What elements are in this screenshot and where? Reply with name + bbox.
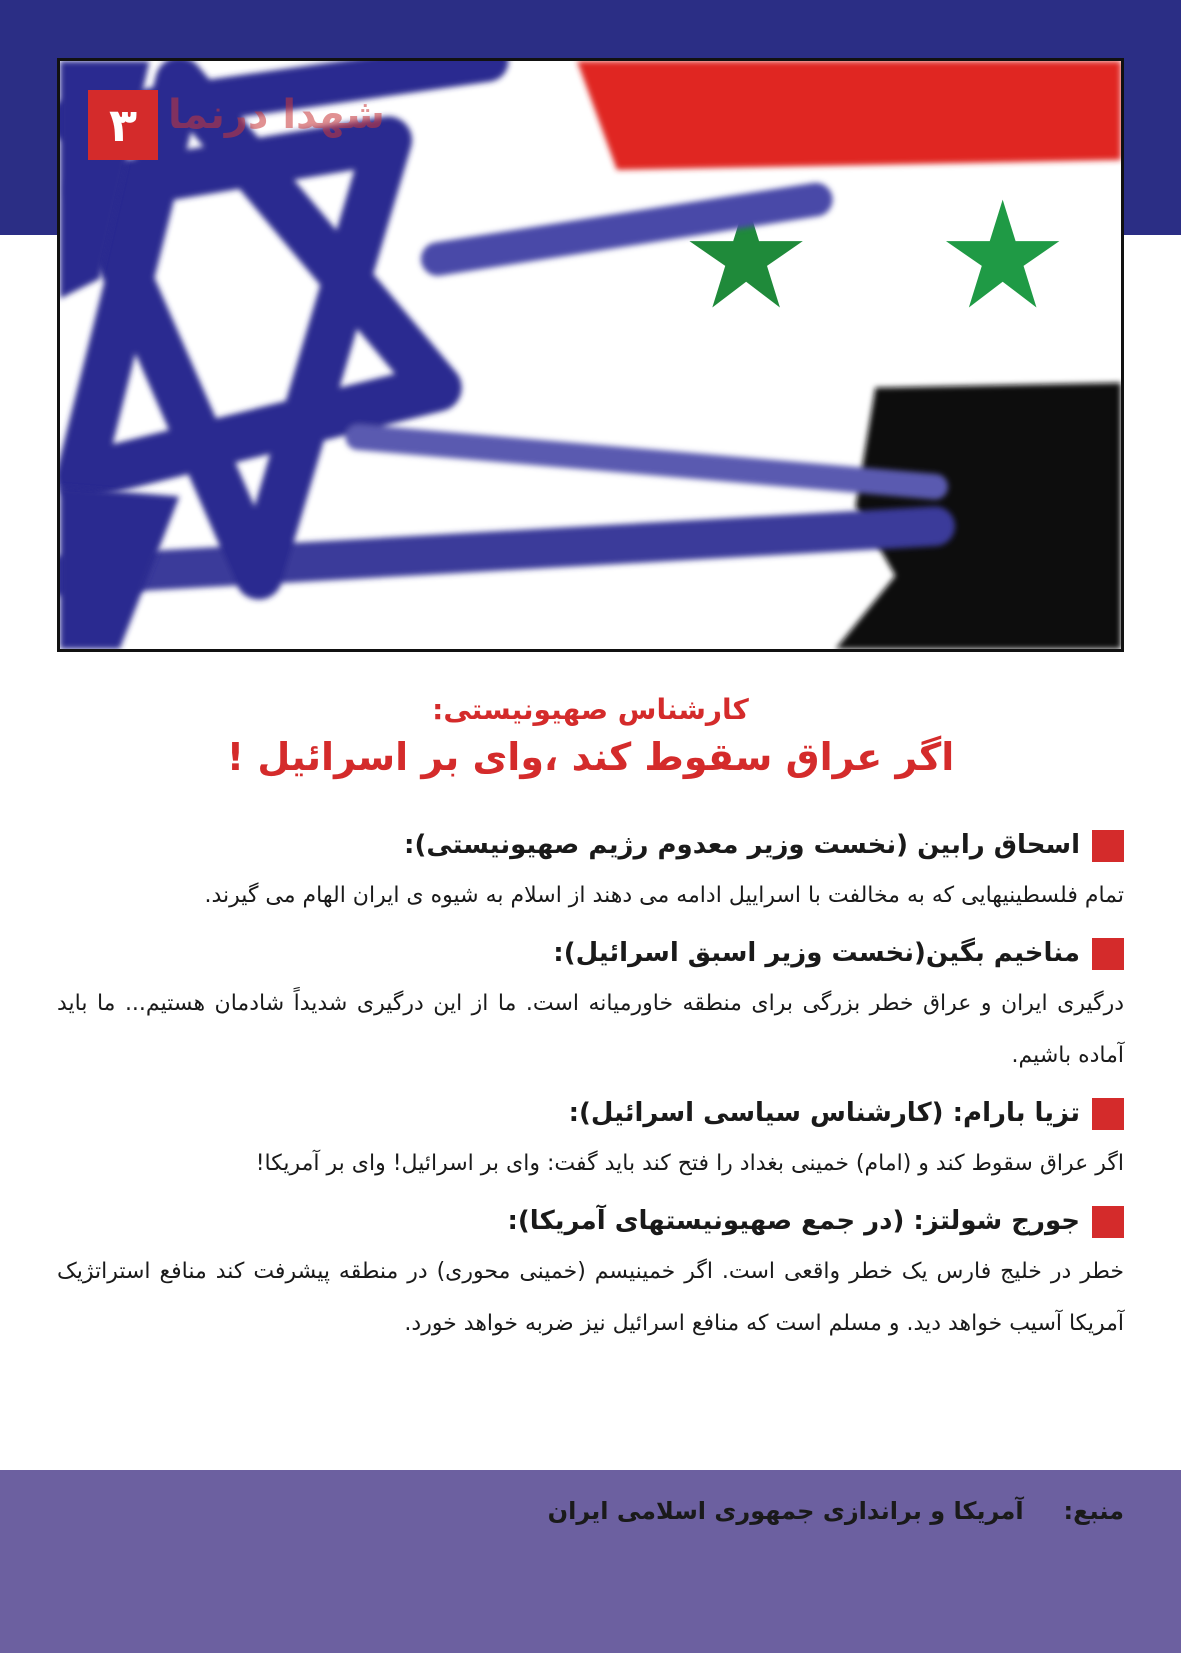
quotes-list [57,820,1124,1356]
flags-illustration [60,61,1121,649]
source-value: آمریکا و براندازی جمهوری اسلامی ایران [547,1497,1024,1525]
quote-item [57,1088,1124,1190]
quote-text: درگیری ایران و عراق خطر بزرگی برای منطقه خاورمیانه است. ما از این درگیری شدیداً شادمان هستیم... ما باید آماده باشیم. [57,991,1124,1068]
quote-item [57,1196,1124,1350]
source-label: منبع: [1063,1497,1124,1525]
heading-block [57,690,1124,784]
page-title: اگر عراق سقوط کند ،وای بر اسرائیل ! [226,735,955,779]
red-square-bullet [1092,1098,1124,1130]
red-square-bullet [1092,938,1124,970]
source-line [548,1497,1124,1525]
heading-kicker: کارشناس صهیونیستی: [432,693,749,726]
quote-item [57,820,1124,922]
quote-text: تمام فلسطینیهایی که به مخالفت با اسراییل ادامه می دهند از اسلام به شیوه ی ایران الهام می گیرند. [204,883,1124,908]
red-square-bullet [1092,830,1124,862]
quote-speaker: مناخیم بگین(نخست وزیر اسبق اسرائیل): [553,938,1080,968]
quote-speaker: اسحاق رابین (نخست وزیر معدوم رژیم صهیونیستی): [404,830,1080,860]
quote-item [57,928,1124,1082]
quote-text: اگر عراق سقوط کند و (امام) خمینی بغداد را فتح کند باید گفت: وای بر اسرائیل! وای بر آمریکا! [255,1151,1124,1176]
flags-image [57,58,1124,652]
publisher-logo: شهدا درنما [168,92,385,138]
quote-speaker: تزیا بارام: (کارشناس سیاسی اسرائیل): [568,1098,1080,1128]
red-square-bullet [1092,1206,1124,1238]
page-number-badge: ۳ [88,90,158,160]
quote-speaker: جورج شولتز: (در جمع صهیونیستهای آمریکا): [507,1206,1080,1236]
quote-text: خطر در خلیج فارس یک خطر واقعی است. اگر خمینیسم (خمینی محوری) در منطقه پیشرفت کند منافع استراتژیک آمریکا آسیب خواهد دید. و مسلم است که منافع اسرائیل نیز ضربه خواهد خورد. [57,1259,1124,1336]
